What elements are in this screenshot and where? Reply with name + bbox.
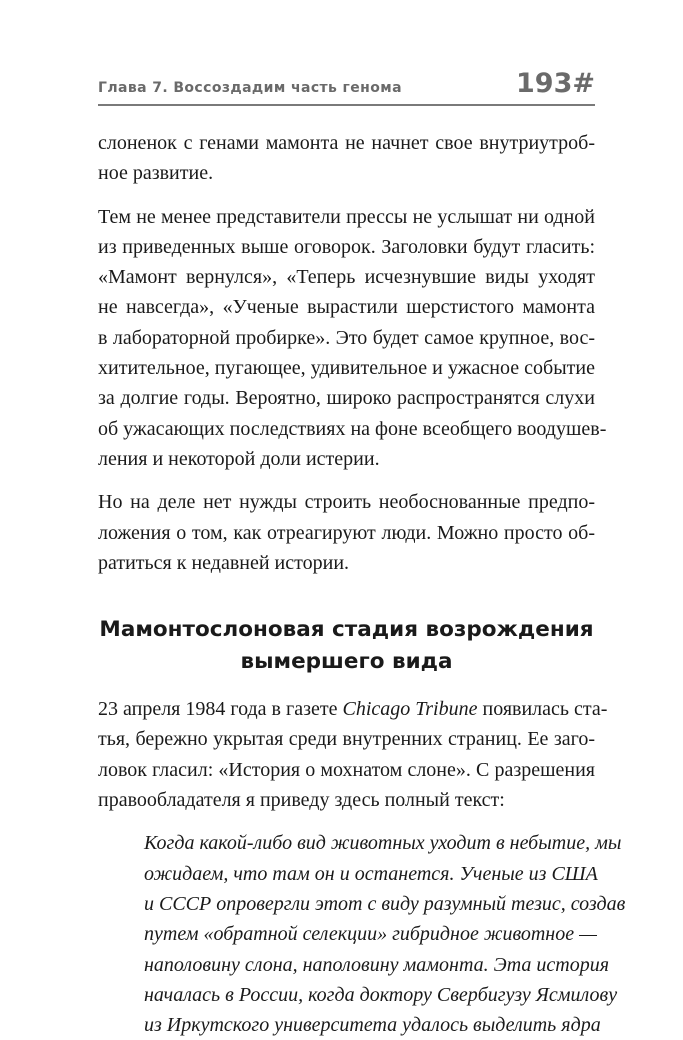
section-heading-line: Мамонтослоновая стадия возрождения	[99, 617, 594, 643]
text-line: ное развитие.	[98, 162, 214, 185]
text-line: не навсегда», «Ученые вырастили шерстистого мамонта	[98, 296, 595, 319]
paragraph-3	[98, 487, 595, 578]
page-body	[98, 128, 626, 1040]
text-line: ловок гласил: «История о мохнатом слоне». С разрешения	[98, 758, 595, 781]
chapter-title: Глава 7. Воссоздадим часть генома	[98, 80, 402, 96]
running-header	[98, 68, 595, 102]
block-quote	[144, 828, 626, 1040]
text-line: Но на деле нет нужды строить необоснованные предпо-	[98, 491, 595, 514]
header-rule	[98, 104, 595, 106]
paragraph-2	[98, 202, 607, 475]
text-line: «Мамонт вернулся», «Теперь исчезнувшие виды уходят	[98, 266, 595, 289]
text-line: за долгие годы. Вероятно, широко распространятся слухи	[98, 387, 595, 410]
quote-line: из Иркутского университета удалось выделить ядра	[144, 1014, 601, 1037]
text-line: ложения о том, как отреагируют люди. Можно просто об-	[98, 521, 595, 544]
text-line: хитительное, пугающее, удивительное и ужасное событие	[98, 357, 595, 380]
quote-line: началась в России, когда доктору Свербигузу Ясмилову	[144, 983, 618, 1006]
text-line: правообладателя я приведу здесь полный текст:	[98, 789, 505, 812]
text-line: об ужасающих последствиях на фоне всеобщего воодушев-	[98, 417, 607, 440]
newspaper-name: Chicago Tribune	[342, 698, 478, 721]
quote-line: ожидаем, что там он и останется. Ученые из США	[144, 862, 598, 885]
quote-line: путем «обратной селекции» гибридное животное —	[144, 923, 597, 946]
text-line: слоненок с генами мамонта не начнет свое внутриутроб-	[98, 132, 595, 154]
quote-line: Когда какой-либо вид животных уходит в небытие, мы	[144, 832, 622, 855]
text-run: 23 апреля 1984 года в газете	[98, 698, 343, 721]
text-line: ратиться к недавней истории.	[98, 551, 350, 574]
quote-line: и СССР опровергли этот с виду разумный тезис, создав	[144, 892, 626, 915]
text-line: тья, бережно укрытая среди внутренних страниц. Ее заго-	[98, 728, 595, 751]
quote-line: наполовину слона, наполовину мамонта. Эта история	[144, 953, 610, 976]
paragraph-4	[98, 694, 608, 815]
text-line: в лабораторной пробирке». Это будет самое крупное, вос-	[98, 326, 595, 349]
text-line	[98, 694, 608, 724]
section-heading	[98, 614, 595, 678]
page-number: 193#	[516, 68, 595, 99]
text-run: появилась ста-	[477, 698, 608, 721]
text-line: ления и некоторой доли истерии.	[98, 447, 380, 470]
section-heading-line: вымершего вида	[240, 649, 453, 675]
text-line: Тем не менее представители прессы не услышат ни одной	[98, 205, 595, 228]
paragraph-1	[98, 128, 595, 189]
text-line: из приведенных выше оговорок. Заголовки будут гласить:	[98, 235, 595, 258]
